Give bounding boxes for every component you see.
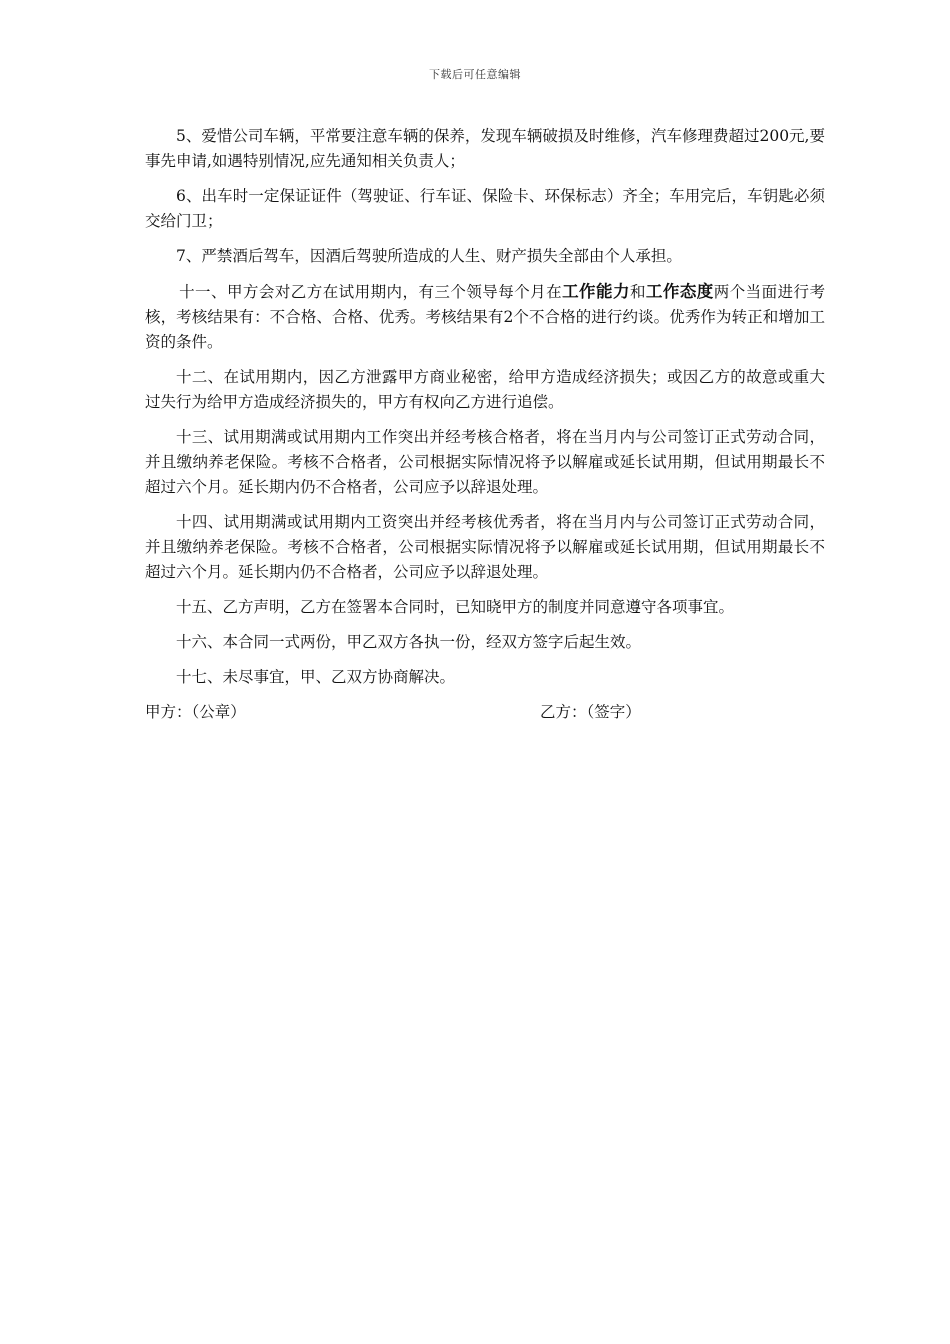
clause-11	[145, 279, 825, 355]
clause-6: 6、出车时一定保证证件（驾驶证、行车证、保险卡、环保标志）齐全；车用完后，车钥匙必须交给门卫；	[145, 187, 825, 230]
clause-15: 十五、乙方声明，乙方在签署本合同时，已知晓甲方的制度并同意遵守各项事宜。	[176, 598, 735, 616]
clause-11-bold-work-attitude: 工作态度	[645, 282, 714, 301]
document-body	[145, 124, 825, 725]
clause-11-text-2: 和	[629, 283, 646, 301]
clause-12: 十二、在试用期内，因乙方泄露甲方商业秘密，给甲方造成经济损失；或因乙方的故意或重大过失行为给甲方造成经济损失的，甲方有权向乙方进行追偿。	[145, 368, 825, 411]
party-b-signature: 乙方：（签字）	[540, 703, 641, 721]
clause-14: 十四、试用期满或试用期内工资突出并经考核优秀者，将在当月内与公司签订正式劳动合同，并且缴纳养老保险。考核不合格者，公司根据实际情况将予以解雇或延长试用期，但试用期最长不超过六个月。延长期内仍不合格者，公司应予以辞退处理。	[145, 513, 825, 581]
clause-13: 十三、试用期满或试用期内工作突出并经考核合格者，将在当月内与公司签订正式劳动合同，并且缴纳养老保险。考核不合格者，公司根据实际情况将予以解雇或延长试用期，但试用期最长不超过六个月。延长期内仍不合格者，公司应予以辞退处理。	[145, 428, 825, 496]
clause-7: 7、严禁酒后驾车，因酒后驾驶所造成的人生、财产损失全部由个人承担。	[176, 247, 682, 265]
clause-11-text-3: 两个当面进行考核，考核结果有：不合格、合格、优秀。考核结果有2个不合格的进行约谈。优秀作为转正和增加工资的条件。	[145, 283, 825, 351]
clause-11-text-1: 十一、甲方会对乙方在试用期内，有三个领导每个月在	[179, 283, 563, 301]
clause-5: 5、爱惜公司车辆，平常要注意车辆的保养，发现车辆破损及时维修，汽车修理费超过200元,要事先申请,如遇特别情况,应先通知相关负责人；	[145, 127, 825, 170]
clause-17: 十七、未尽事宜，甲、乙双方协商解决。	[176, 668, 456, 686]
clause-11-bold-work-ability: 工作能力	[562, 282, 630, 301]
signature-row	[145, 700, 825, 725]
page-header: 下载后可任意编辑	[429, 68, 521, 81]
clause-16: 十六、本合同一式两份，甲乙双方各执一份，经双方签字后起生效。	[176, 633, 642, 651]
party-a-signature: 甲方：（公章）	[145, 703, 246, 721]
